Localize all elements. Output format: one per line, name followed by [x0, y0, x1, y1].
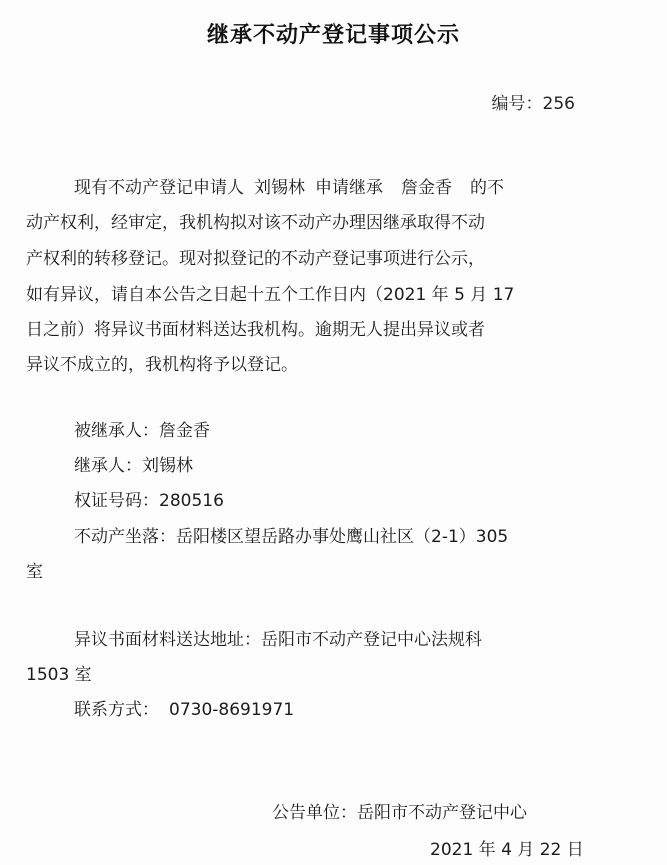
body-line-6: 异议不成立的，我机构将予以登记。	[26, 355, 298, 375]
body-line-5: 日之前）将异议书面材料送达我机构。逾期无人提出异议或者	[26, 320, 485, 340]
certificate-label: 权证号码：	[74, 491, 159, 511]
page-title: 继承不动产登记事项公示	[206, 23, 460, 48]
address-label: 异议书面材料送达地址：	[74, 630, 261, 650]
certificate-value: 280516	[159, 491, 224, 511]
location-continued: 室	[26, 562, 43, 582]
decedent-name-inline: 詹金香	[401, 178, 452, 198]
decedent-value: 詹金香	[159, 421, 210, 441]
decedent-label: 被继承人：	[74, 421, 159, 441]
body-line-4: 如有异议，请自本公告之日起十五个工作日内（2021 年 5 月 17	[26, 285, 515, 305]
phone-field	[74, 700, 294, 720]
issuer-label: 公告单位：	[272, 803, 357, 823]
address-value: 岳阳市不动产登记中心法规科	[261, 630, 482, 650]
issue-date: 2021 年 4 月 22 日	[430, 840, 584, 860]
heir-value: 刘锡林	[142, 456, 193, 476]
body-line-3: 产权利的转移登记。现对拟登记的不动产登记事项进行公示，	[26, 249, 485, 269]
reference-number	[492, 89, 575, 114]
reference-value: 256	[542, 94, 575, 114]
reference-label: 编号：	[491, 94, 543, 114]
issuer-value: 岳阳市不动产登记中心	[357, 803, 527, 823]
location-value: 岳阳楼区望岳路办事处鹰山社区（2-1）305	[176, 527, 509, 547]
location-label: 不动产坐落：	[74, 527, 176, 547]
issuer-line	[272, 803, 527, 823]
address-continued: 1503 室	[26, 665, 92, 685]
heir-label: 继承人：	[74, 456, 142, 476]
address-field	[74, 630, 482, 650]
body-line-1-b: 申请继承	[315, 178, 383, 198]
certificate-field	[74, 491, 224, 511]
location-field	[74, 527, 508, 547]
body-line-1-a: 现有不动产登记申请人	[74, 178, 244, 198]
phone-value: 0730-8691971	[169, 700, 295, 720]
body-line-1-c: 的不	[470, 178, 504, 198]
heir-field	[74, 456, 193, 476]
applicant-name: 刘锡林	[254, 178, 305, 198]
body-line-1	[74, 178, 504, 198]
decedent-field	[74, 421, 210, 441]
body-line-2: 动产权利，经审定，我机构拟对该不动产办理因继承取得不动	[26, 213, 485, 233]
phone-label: 联系方式：	[74, 700, 159, 720]
